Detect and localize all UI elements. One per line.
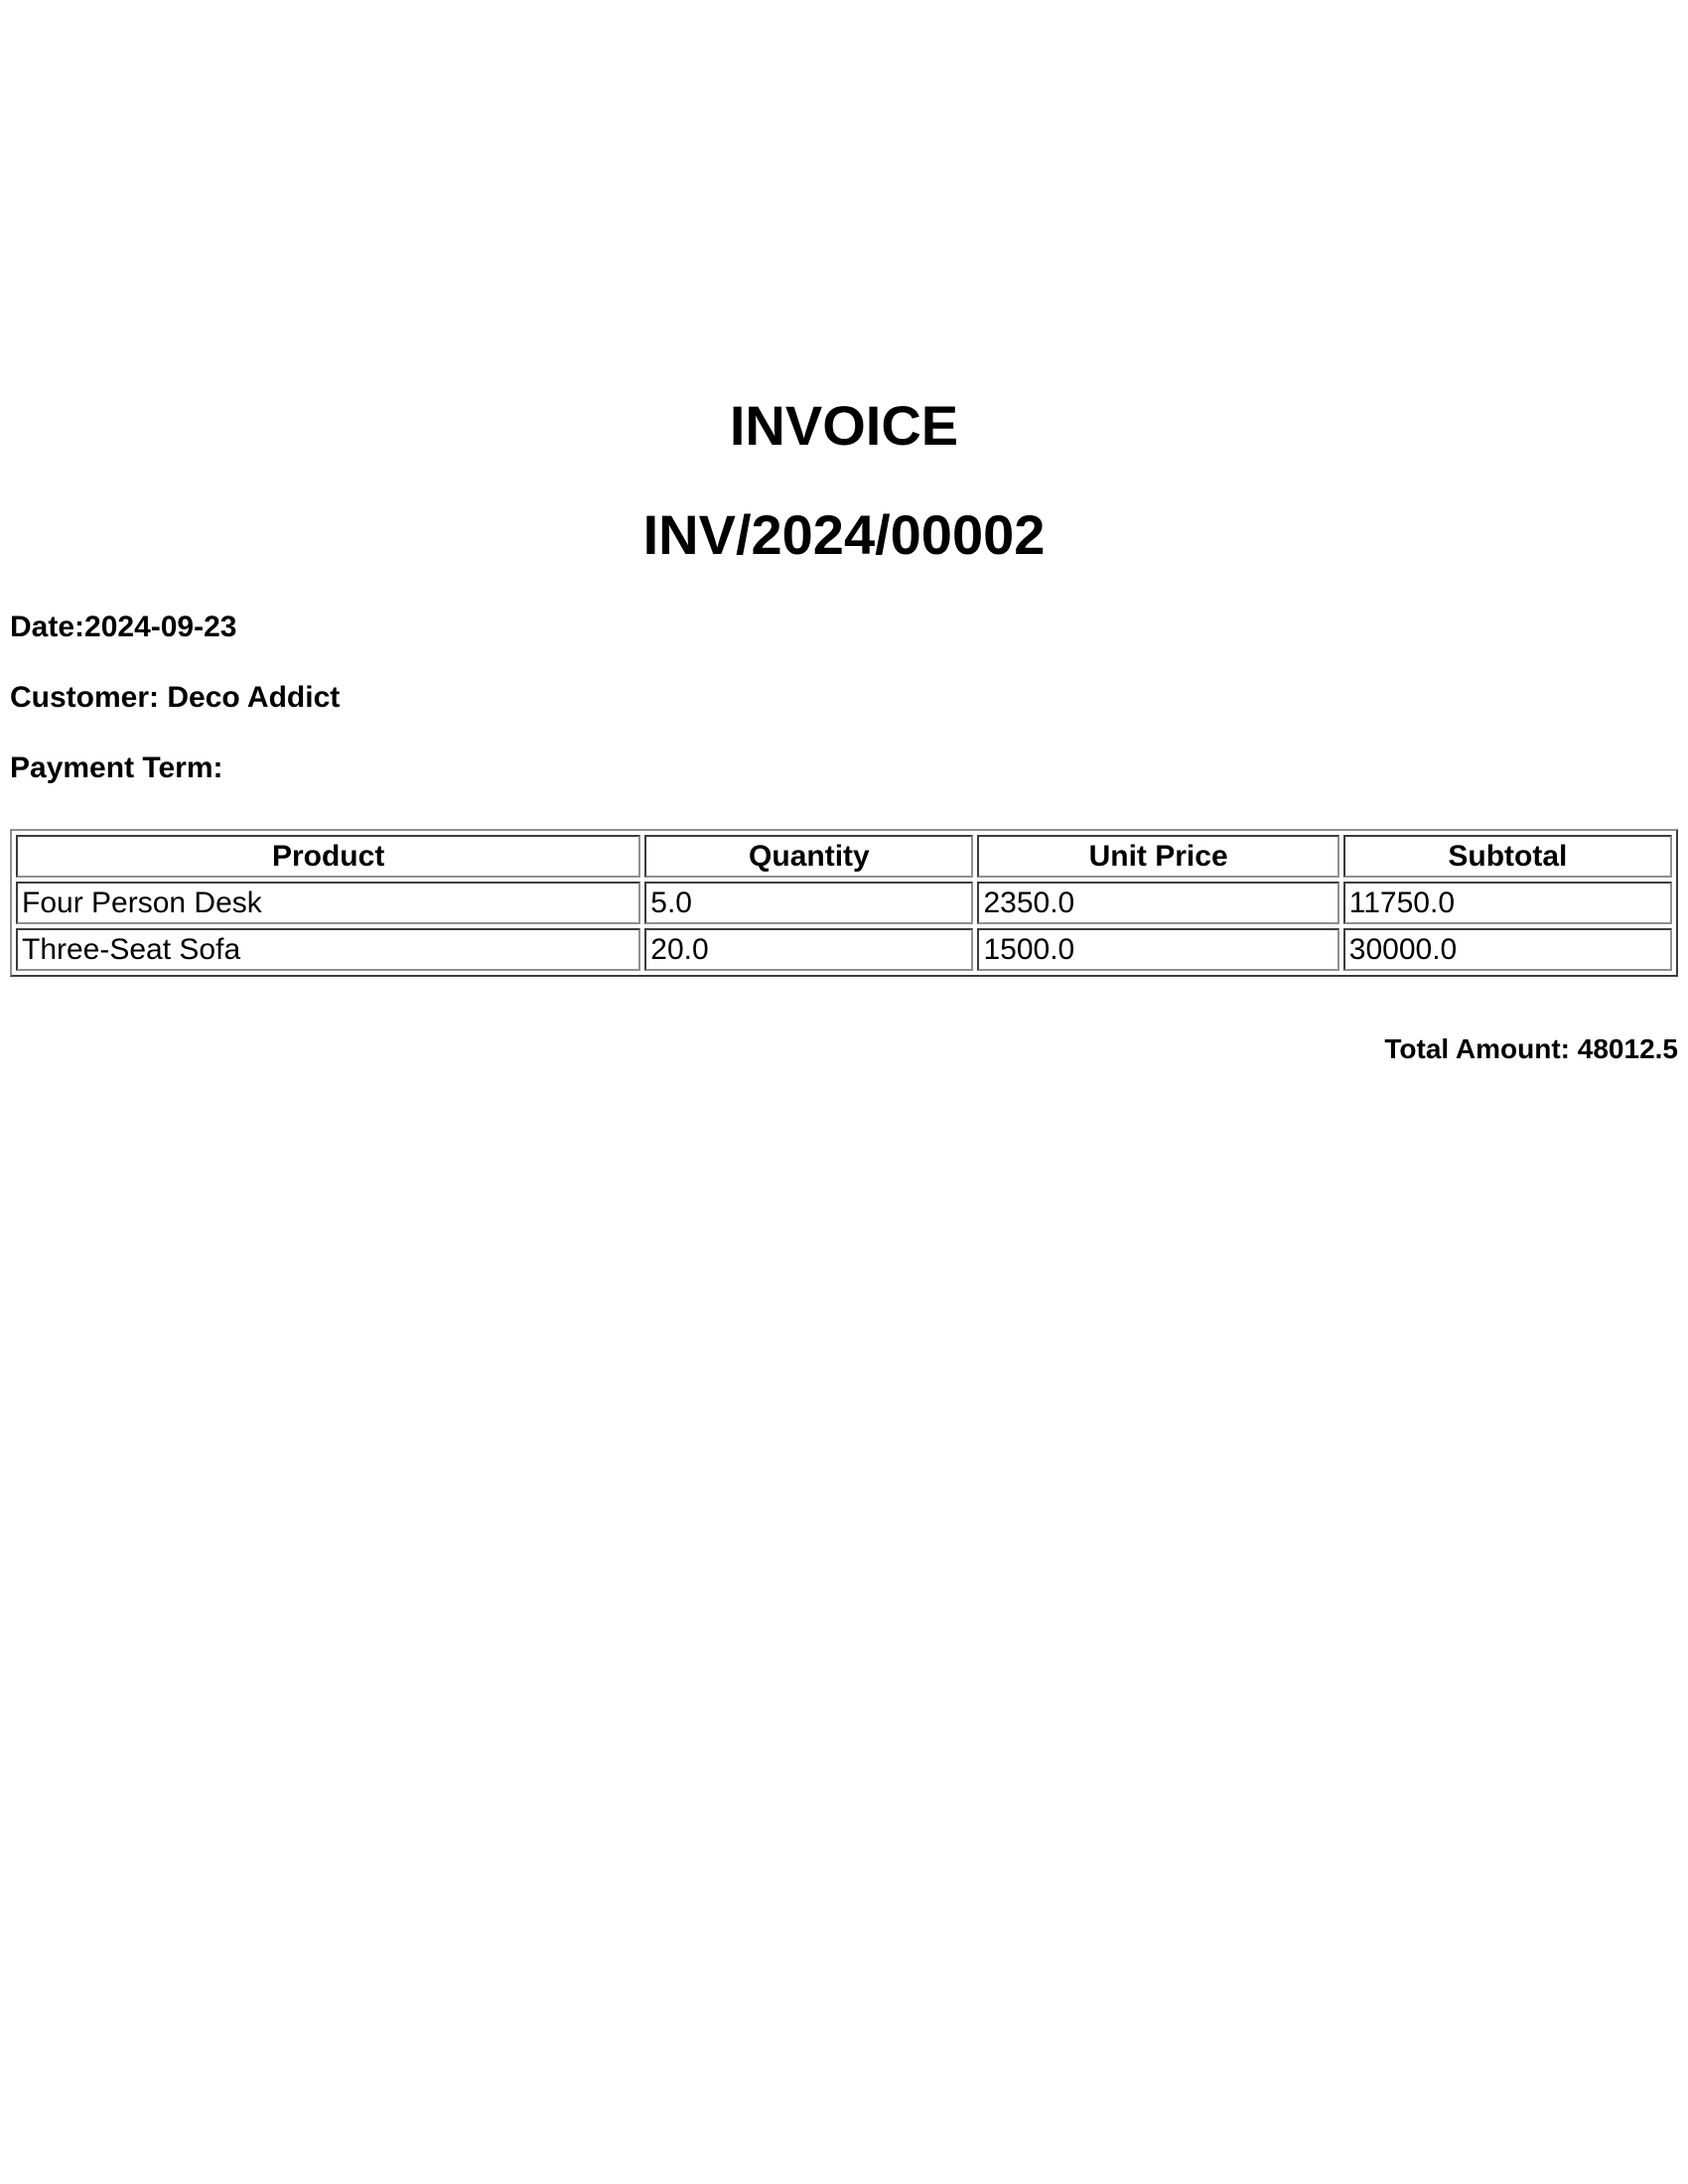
- cell-unit-price: 2350.0: [977, 882, 1338, 924]
- invoice-date-line: Date:2024-09-23: [10, 611, 237, 643]
- column-header-product: Product: [16, 835, 640, 878]
- invoice-number: INV/2024/00002: [642, 503, 1046, 566]
- cell-subtotal: 30000.0: [1343, 928, 1672, 971]
- table-header-row: [16, 835, 1672, 878]
- table-row: [16, 882, 1672, 924]
- cell-subtotal: 11750.0: [1343, 882, 1672, 924]
- cell-product: Four Person Desk: [16, 882, 640, 924]
- invoice-title: INVOICE: [729, 394, 959, 457]
- column-header-quantity: Quantity: [644, 835, 973, 878]
- column-header-unit-price: Unit Price: [977, 835, 1338, 878]
- total-amount-line: Total Amount: 48012.5: [1384, 1033, 1678, 1064]
- invoice-customer-line: Customer: Deco Addict: [10, 681, 341, 714]
- cell-product: Three-Seat Sofa: [16, 928, 640, 971]
- invoice-payment-term-line: Payment Term:: [10, 751, 223, 784]
- cell-unit-price: 1500.0: [977, 928, 1338, 971]
- table-row: [16, 928, 1672, 971]
- invoice-items-table: [10, 829, 1678, 977]
- cell-quantity: 5.0: [644, 882, 973, 924]
- cell-quantity: 20.0: [644, 928, 973, 971]
- column-header-subtotal: Subtotal: [1343, 835, 1672, 878]
